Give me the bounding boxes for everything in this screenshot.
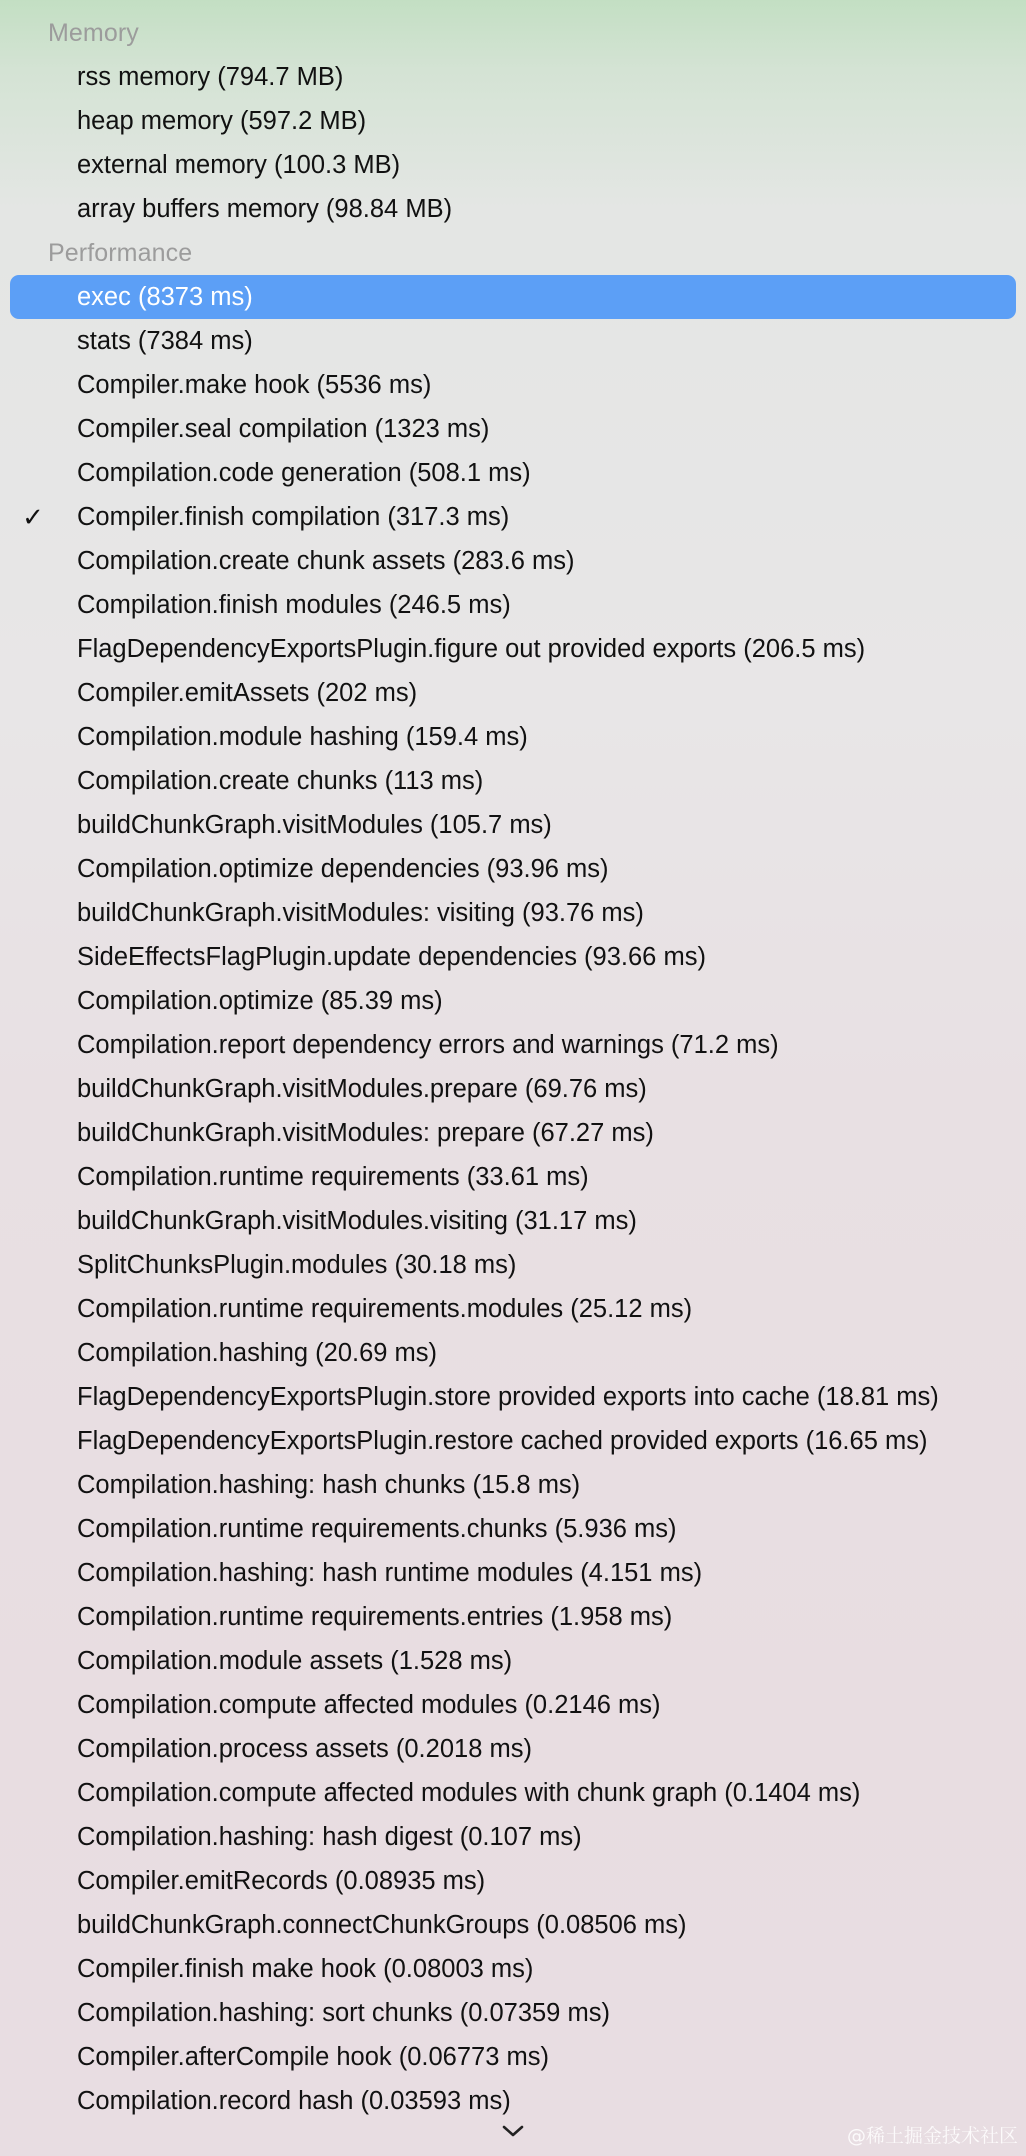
menu-item[interactable] xyxy=(0,99,1026,143)
menu-item[interactable] xyxy=(0,803,1026,847)
menu-item[interactable] xyxy=(0,1551,1026,1595)
menu-item[interactable] xyxy=(0,1771,1026,1815)
menu-item[interactable] xyxy=(0,759,1026,803)
watermark: @稀土掘金技术社区 xyxy=(846,2125,1018,2147)
menu-item[interactable] xyxy=(0,2035,1026,2079)
menu-item[interactable] xyxy=(0,847,1026,891)
menu-item[interactable] xyxy=(0,1243,1026,1287)
menu-item-label: Compilation.create chunk assets (283.6 ms) xyxy=(77,547,575,575)
menu-item[interactable] xyxy=(0,1463,1026,1507)
menu-item-label: Compilation.runtime requirements (33.61 ms) xyxy=(77,1163,589,1191)
menu-item-label: Compilation.runtime requirements.entries (1.958 ms) xyxy=(77,1603,673,1631)
menu-item[interactable] xyxy=(0,1639,1026,1683)
menu-item-label: FlagDependencyExportsPlugin.restore cached provided exports (16.65 ms) xyxy=(77,1427,928,1455)
menu-item-label: Compilation.record hash (0.03593 ms) xyxy=(77,2087,511,2115)
menu-item[interactable] xyxy=(0,1947,1026,1991)
menu-item[interactable] xyxy=(0,187,1026,231)
menu-item[interactable] xyxy=(0,979,1026,1023)
menu-item[interactable] xyxy=(0,1375,1026,1419)
menu-item[interactable] xyxy=(0,1155,1026,1199)
menu-item-label: exec (8373 ms) xyxy=(77,283,253,311)
menu-item-label: SplitChunksPlugin.modules (30.18 ms) xyxy=(77,1251,517,1279)
menu-item-label: Compiler.afterCompile hook (0.06773 ms) xyxy=(77,2043,549,2071)
menu-item[interactable] xyxy=(0,363,1026,407)
menu-item-label: Compilation.hashing: hash runtime modules (4.151 ms) xyxy=(77,1559,703,1587)
menu-item-label: Compiler.finish compilation (317.3 ms) xyxy=(77,503,510,531)
menu-item[interactable] xyxy=(0,627,1026,671)
menu-item-label: external memory (100.3 MB) xyxy=(77,151,401,179)
menu-item-highlighted[interactable] xyxy=(10,275,1016,319)
menu-item[interactable] xyxy=(0,1419,1026,1463)
menu-item-label: SideEffectsFlagPlugin.update dependencies (93.66 ms) xyxy=(77,943,706,971)
menu-item[interactable] xyxy=(0,715,1026,759)
menu-item-label: Compilation.runtime requirements.chunks (5.936 ms) xyxy=(77,1515,677,1543)
menu-item-label: FlagDependencyExportsPlugin.figure out provided exports (206.5 ms) xyxy=(77,635,866,663)
menu-item[interactable] xyxy=(0,1859,1026,1903)
menu-item-label: heap memory (597.2 MB) xyxy=(77,107,367,135)
menu-item[interactable] xyxy=(0,1331,1026,1375)
menu-item-label: buildChunkGraph.connectChunkGroups (0.08506 ms) xyxy=(77,1911,687,1939)
menu-item-label: Compiler.seal compilation (1323 ms) xyxy=(77,415,490,443)
menu-item-label: Compilation.hashing: sort chunks (0.07359 ms) xyxy=(77,1999,610,2027)
menu-item[interactable] xyxy=(0,1727,1026,1771)
menu-item-label: buildChunkGraph.visitModules (105.7 ms) xyxy=(77,811,552,839)
menu-item-label: Compiler.make hook (5536 ms) xyxy=(77,371,432,399)
menu-list xyxy=(0,11,1026,2123)
menu-item[interactable] xyxy=(0,1903,1026,1947)
menu-item[interactable] xyxy=(0,451,1026,495)
menu-item[interactable] xyxy=(0,1815,1026,1859)
menu-item[interactable] xyxy=(0,407,1026,451)
menu-item[interactable] xyxy=(0,1023,1026,1067)
menu-item-label: buildChunkGraph.visitModules.prepare (69.76 ms) xyxy=(77,1075,647,1103)
menu-item[interactable] xyxy=(0,1595,1026,1639)
menu-item-label: Compiler.emitAssets (202 ms) xyxy=(77,679,418,707)
section-header-performance: Performance xyxy=(48,239,193,267)
menu-item[interactable] xyxy=(0,1199,1026,1243)
menu-item-label: Compilation.process assets (0.2018 ms) xyxy=(77,1735,532,1763)
menu-item-label: buildChunkGraph.visitModules.visiting (31.17 ms) xyxy=(77,1207,637,1235)
menu-item[interactable] xyxy=(0,55,1026,99)
menu-item-label: FlagDependencyExportsPlugin.store provided exports into cache (18.81 ms) xyxy=(77,1383,939,1411)
menu-item-label: array buffers memory (98.84 MB) xyxy=(77,195,453,223)
menu-item-label: Compilation.optimize (85.39 ms) xyxy=(77,987,443,1015)
menu-item[interactable] xyxy=(0,539,1026,583)
menu-item[interactable] xyxy=(0,143,1026,187)
menu-item[interactable] xyxy=(0,1111,1026,1155)
checkmark-icon: ✓ xyxy=(22,502,44,532)
menu-item-label: Compilation.code generation (508.1 ms) xyxy=(77,459,531,487)
menu-item-label: Compilation.runtime requirements.modules (25.12 ms) xyxy=(77,1295,693,1323)
menu-item[interactable] xyxy=(0,583,1026,627)
section-header-memory: Memory xyxy=(48,19,139,47)
menu-item[interactable] xyxy=(0,495,1026,539)
menu-item-label: Compilation.hashing (20.69 ms) xyxy=(77,1339,438,1367)
menu-item-label: Compilation.finish modules (246.5 ms) xyxy=(77,591,511,619)
menu-item-label: buildChunkGraph.visitModules: visiting (93.76 ms) xyxy=(77,899,644,927)
menu-item-label: Compilation.compute affected modules with chunk graph (0.1404 ms) xyxy=(77,1779,861,1807)
menu-item-label: Compiler.finish make hook (0.08003 ms) xyxy=(77,1955,534,1983)
menu-item[interactable] xyxy=(0,1067,1026,1111)
menu-item-label: Compilation.hashing: hash digest (0.107 ms) xyxy=(77,1823,582,1851)
menu-item[interactable] xyxy=(0,1683,1026,1727)
menu-item[interactable] xyxy=(0,1507,1026,1551)
menu-item[interactable] xyxy=(0,319,1026,363)
menu-item-label: stats (7384 ms) xyxy=(77,327,253,355)
menu-item-label: Compilation.optimize dependencies (93.96 ms) xyxy=(77,855,609,883)
menu-item[interactable] xyxy=(0,1991,1026,2035)
menu-item-label: Compilation.compute affected modules (0.2146 ms) xyxy=(77,1691,661,1719)
menu-item-label: Compilation.module assets (1.528 ms) xyxy=(77,1647,513,1675)
menu-item-label: buildChunkGraph.visitModules: prepare (67.27 ms) xyxy=(77,1119,654,1147)
menu-item[interactable] xyxy=(0,671,1026,715)
menu-item-label: Compilation.report dependency errors and warnings (71.2 ms) xyxy=(77,1031,779,1059)
menu-item[interactable] xyxy=(0,1287,1026,1331)
menu-item[interactable] xyxy=(0,935,1026,979)
menu-item[interactable] xyxy=(0,891,1026,935)
chevron-down-icon xyxy=(501,2123,525,2139)
menu-item-label: rss memory (794.7 MB) xyxy=(77,63,344,91)
menu-item-label: Compilation.hashing: hash chunks (15.8 ms) xyxy=(77,1471,581,1499)
menu-item-label: Compilation.module hashing (159.4 ms) xyxy=(77,723,528,751)
menu-item-label: Compiler.emitRecords (0.08935 ms) xyxy=(77,1867,486,1895)
menu-item-label: Compilation.create chunks (113 ms) xyxy=(77,767,484,795)
